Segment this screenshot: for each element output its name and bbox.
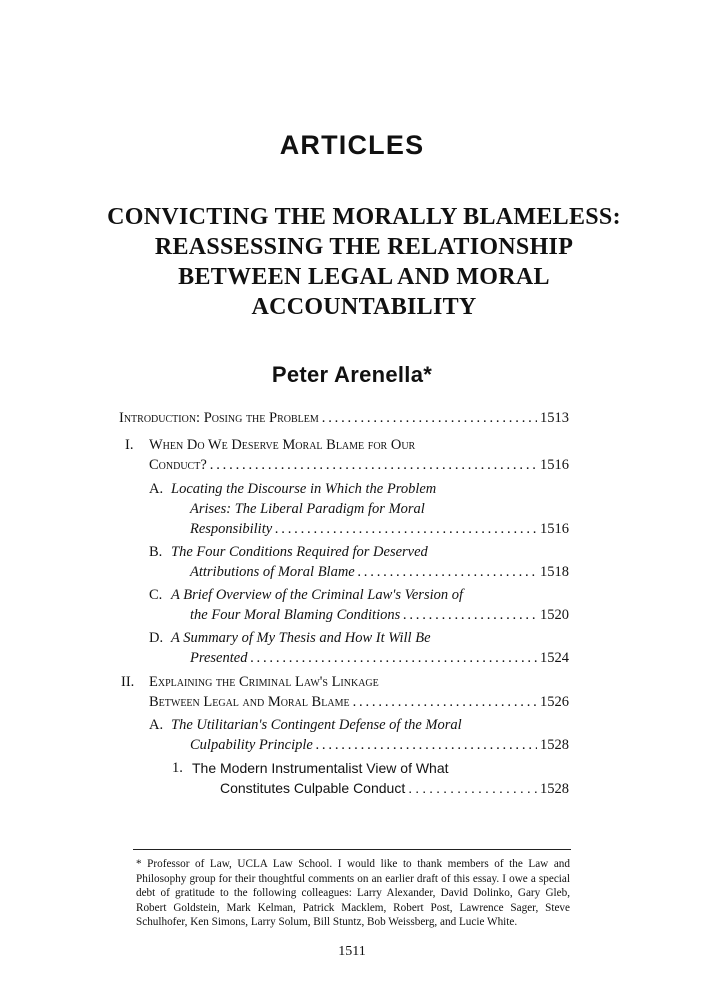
toc-leader-dots — [353, 692, 537, 712]
toc-entry-text: Responsibility — [190, 521, 273, 537]
toc-part-number: I. — [125, 437, 134, 453]
toc-section-label: 1. — [172, 760, 183, 776]
toc-leader-dots — [358, 562, 537, 582]
toc-entry-introduction[interactable] — [119, 408, 569, 428]
toc-section-label: A. — [149, 717, 164, 733]
toc-leader-dots — [210, 455, 537, 475]
toc-entry-1a-last[interactable] — [190, 519, 569, 539]
toc-section-label: D. — [149, 630, 164, 646]
toc-entry-1a-cont[interactable]: Arises: The Liberal Paradigm for Moral — [190, 501, 425, 517]
toc-leader-dots — [250, 648, 537, 668]
footnote-rule — [133, 849, 571, 850]
toc-entry-1c-last[interactable] — [190, 605, 569, 625]
author-footnote: * Professor of Law, UCLA Law School. I would like to thank members of the Law and Philosophy group for their thoughtful comments on an earlier draft of this essay. I owe a special debt of gratitude to the following colleagues: Larry Alexander, David Dolinko, Gary Gleb, Robert Goldstein, Mark Kelman, Patrick Macklem, Robert Post, Lawrence Sager, Steve Schulhofer, Ken Simons, Larry Solum, Bill Stuntz, Bob Weissberg, and Lucie White. — [136, 858, 570, 928]
toc-leader-dots — [322, 408, 537, 428]
title-line: BETWEEN LEGAL AND MORAL — [178, 264, 550, 290]
toc-entry-2a1-last[interactable] — [220, 778, 569, 799]
toc-leader-dots — [403, 605, 537, 625]
article-title — [84, 202, 644, 322]
toc-page-number: 1528 — [540, 737, 569, 753]
toc-entry-part-1-cont[interactable] — [149, 455, 569, 475]
toc-entry-part-1[interactable]: When Do We Deserve Moral Blame for Our — [149, 437, 416, 453]
toc-entry-text: Conduct? — [149, 457, 207, 473]
toc-entry-2a[interactable]: The Utilitarian's Contingent Defense of the Moral — [171, 717, 462, 733]
toc-entry-text: Presented — [190, 650, 248, 666]
toc-page-number: 1528 — [540, 781, 569, 797]
toc-entry-part-2[interactable]: Explaining the Criminal Law's Linkage — [149, 674, 379, 690]
toc-page-number: 1524 — [540, 650, 569, 666]
toc-section-label: B. — [149, 544, 163, 560]
toc-entry-1a[interactable]: Locating the Discourse in Which the Problem — [171, 481, 437, 497]
title-line: ACCOUNTABILITY — [251, 294, 477, 320]
toc-entry-text: Constitutes Culpable Conduct — [220, 780, 406, 796]
title-line: REASSESSING THE RELATIONSHIP — [154, 234, 574, 260]
toc-entry-text: the Four Moral Blaming Conditions — [190, 607, 401, 623]
toc-entry-2a-last[interactable] — [190, 735, 569, 755]
toc-entry-1b[interactable]: The Four Conditions Required for Deserved — [171, 544, 428, 560]
toc-leader-dots — [408, 778, 537, 798]
toc-page-number: 1526 — [540, 694, 569, 710]
toc-entry-1d[interactable]: A Summary of My Thesis and How It Will Be — [171, 630, 431, 646]
toc-page-number: 1513 — [540, 410, 569, 426]
toc-section-label: A. — [149, 481, 164, 497]
toc-entry-1b-last[interactable] — [190, 562, 569, 582]
toc-entry-text: Introduction: Posing the Problem — [119, 410, 319, 426]
section-heading: ARTICLES — [279, 130, 425, 160]
page-number: 1511 — [338, 944, 366, 959]
toc-section-label: C. — [149, 587, 163, 603]
toc-entry-1c[interactable]: A Brief Overview of the Criminal Law's Version of — [171, 587, 464, 603]
toc-part-number: II. — [121, 674, 135, 690]
toc-entry-2a1[interactable]: The Modern Instrumentalist View of What — [192, 760, 449, 776]
toc-entry-text: Culpability Principle — [190, 737, 313, 753]
toc-entry-text: Attributions of Moral Blame — [190, 564, 355, 580]
toc-entry-text: Between Legal and Moral Blame — [149, 694, 350, 710]
toc-leader-dots — [316, 735, 537, 755]
toc-page-number: 1516 — [540, 521, 569, 537]
toc-entry-part-2-cont[interactable] — [149, 692, 569, 712]
author-name: Peter Arenella* — [271, 362, 433, 387]
toc-entry-1d-last[interactable] — [190, 648, 569, 668]
toc-page-number: 1518 — [540, 564, 569, 580]
title-line: CONVICTING THE MORALLY BLAMELESS: — [107, 204, 621, 230]
toc-leader-dots — [275, 519, 537, 539]
toc-page-number: 1516 — [540, 457, 569, 473]
toc-page-number: 1520 — [540, 607, 569, 623]
